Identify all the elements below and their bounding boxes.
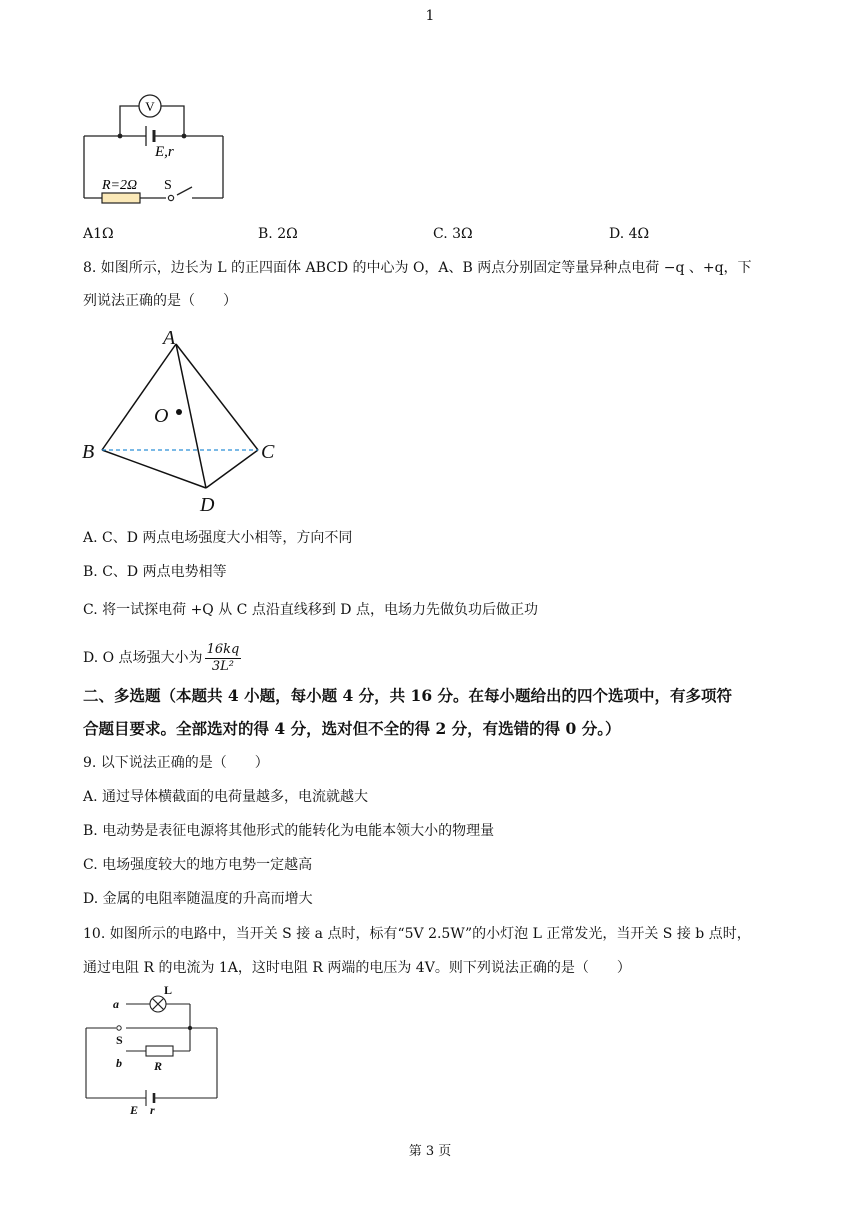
q9-option-a: A. 通过导体横截面的电荷量越多，电流就越大 — [83, 789, 369, 805]
q7-option-b: B. 2Ω — [258, 226, 298, 242]
q8-stem-line1: 8. 如图所示，边长为 L 的正四面体 ABCD 的中心为 O，A、B 两点分别固定等量异种点电荷 −q 、+q，下 — [83, 260, 752, 276]
voltmeter-label: V — [145, 99, 155, 114]
q8-option-a: A. C、D 两点电场强度大小相等，方向不同 — [83, 530, 353, 546]
switch-icon — [117, 1026, 121, 1030]
center-point — [176, 409, 182, 415]
q7-circuit-figure — [80, 92, 230, 204]
resistor-icon — [146, 1046, 173, 1056]
lamp-label: L — [164, 984, 173, 997]
q8-option-d — [83, 638, 241, 678]
vertex-d-label: D — [200, 494, 215, 516]
q8-option-c: C. 将一试探电荷 +Q 从 C 点沿直线移到 D 点，电场力先做负功后做正功 — [83, 602, 538, 618]
q9-option-d: D. 金属的电阻率随温度的升高而增大 — [83, 891, 313, 907]
q8-option-d-prefix: D. O 点场强大小为 — [83, 650, 203, 666]
q10-stem-line2: 通过电阻 R 的电流为 1A，这时电阻 R 两端的电压为 4V。则下列说法正确的是（ ） — [83, 960, 631, 976]
resistor-label: R=2Ω — [102, 178, 138, 193]
resistor-icon — [102, 193, 140, 203]
q10-stem-line1: 10. 如图所示的电路中，当开关 S 接 a 点时，标有“5V 2.5W”的小灯泡 L 正常发光，当开关 S 接 b 点时， — [83, 926, 751, 942]
contact-a-label: a — [113, 997, 119, 1011]
q8-option-b: B. C、D 两点电势相等 — [83, 564, 227, 580]
q7-option-c: C. 3Ω — [433, 226, 473, 242]
center-o-label: O — [154, 405, 169, 427]
q9-option-c: C. 电场强度较大的地方电势一定越高 — [83, 857, 313, 873]
source-r-label: r — [150, 1103, 155, 1116]
q7-option-a: A1Ω — [83, 226, 114, 242]
resistor-label: R — [154, 1059, 163, 1073]
contact-b-label: b — [116, 1056, 122, 1070]
q10-circuit-figure — [80, 984, 225, 1116]
page-footer: 第 3 页 — [408, 1144, 452, 1159]
page-number-top: 1 — [425, 8, 435, 24]
q8-tetrahedron-figure — [80, 324, 290, 516]
section2-heading-line2: 合题目要求。全部选对的得 4 分，选对但不全的得 2 分，有选错的得 0 分。） — [83, 719, 621, 738]
vertex-b-label: B — [82, 441, 95, 463]
q9-option-b: B. 电动势是表征电源将其他形式的能转化为电能本领大小的物理量 — [83, 823, 495, 839]
q9-stem: 9. 以下说法正确的是（ ） — [83, 755, 269, 771]
q7-option-d: D. 4Ω — [609, 226, 650, 242]
switch-icon — [168, 195, 173, 200]
switch-label: S — [116, 1033, 123, 1047]
vertex-c-label: C — [261, 441, 275, 463]
source-e-label: E — [130, 1103, 139, 1116]
section2-heading-line1: 二、多选题（本题共 4 小题，每小题 4 分，共 16 分。在每小题给出的四个选项中，有多项符 — [83, 686, 733, 705]
source-label: E,r — [155, 144, 174, 160]
switch-label: S — [164, 178, 172, 193]
q8-stem-line2: 列说法正确的是（ ） — [83, 293, 237, 309]
vertex-a-label: A — [163, 327, 176, 349]
q8-option-d-fraction: $\frac{16kq}{\text{3L²}}$ — [206, 641, 240, 674]
